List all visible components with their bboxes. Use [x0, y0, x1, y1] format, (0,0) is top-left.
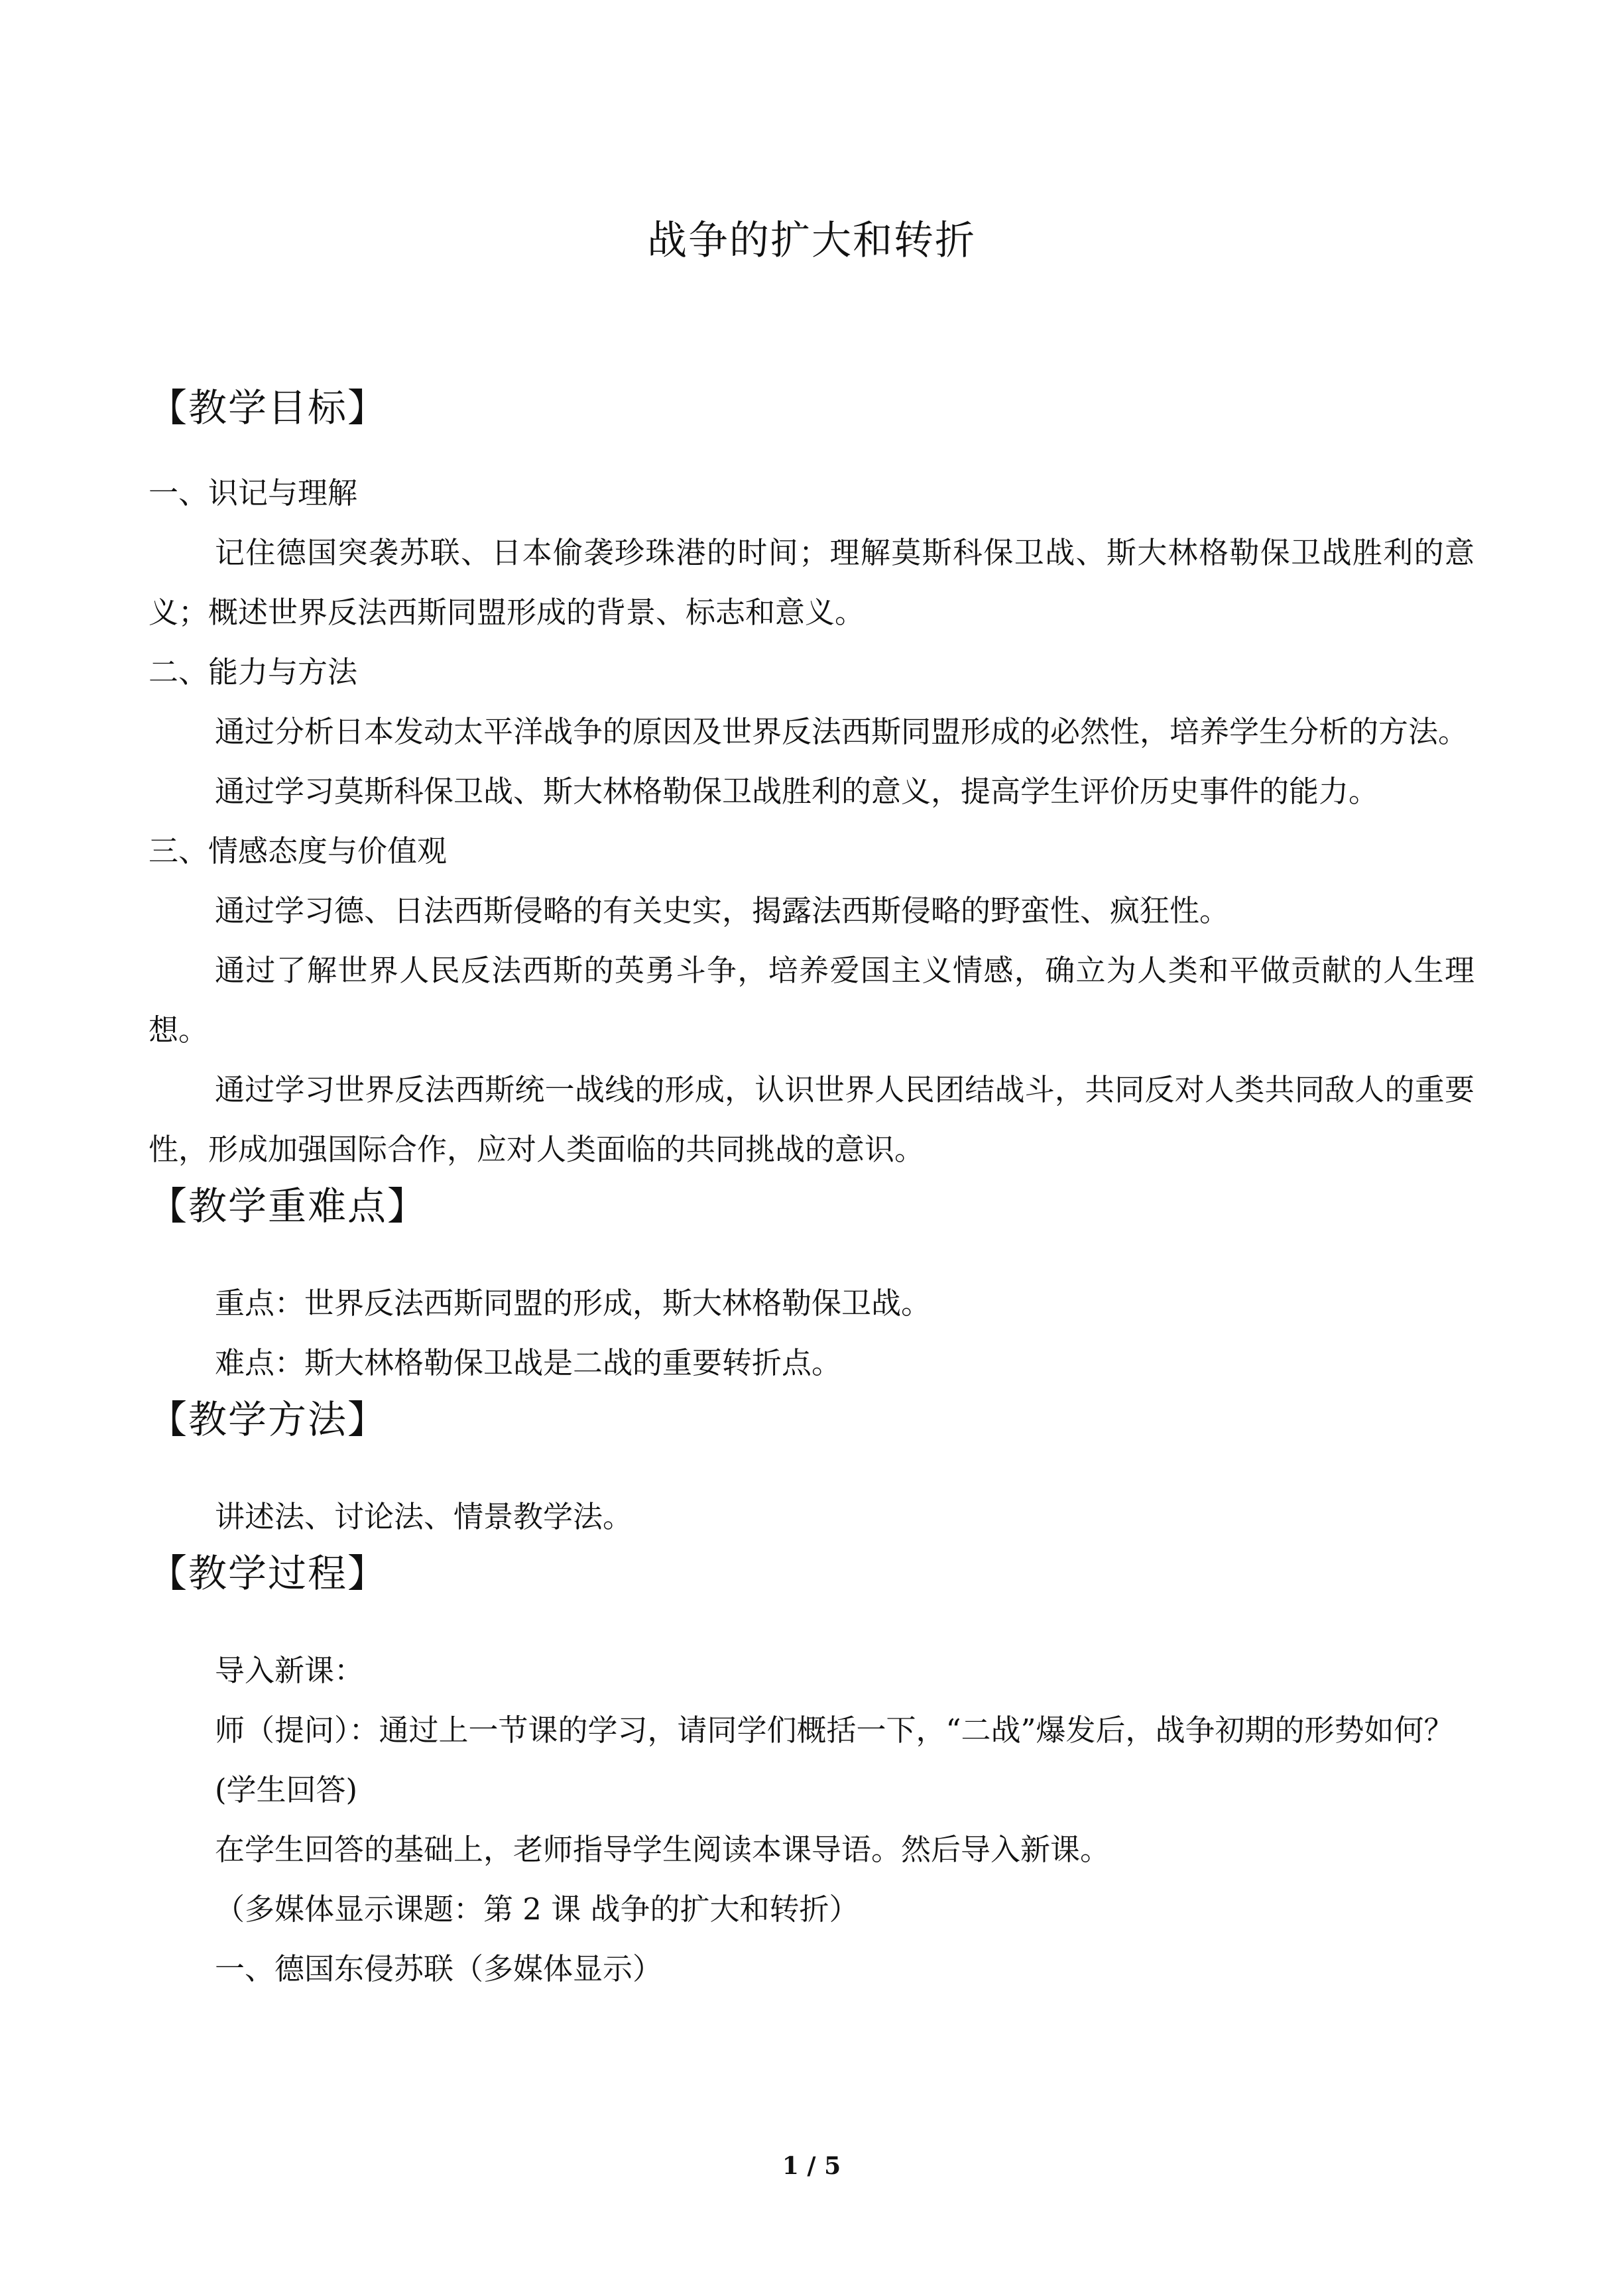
paragraph: 通过学习德、日法西斯侵略的有关史实，揭露法西斯侵略的野蛮性、疯狂性。 — [215, 893, 1230, 928]
paragraph: 导入新课： — [215, 1653, 365, 1688]
subheading-recall: 一、识记与理解 — [149, 475, 358, 511]
paragraph: 重点：世界反法西斯同盟的形成，斯大林格勒保卫战。 — [215, 1286, 932, 1321]
paragraph: 在学生回答的基础上，老师指导学生阅读本课导语。然后导入新课。 — [215, 1832, 1111, 1867]
document-body — [149, 381, 1474, 1999]
section-heading-keypoints: 【教学重难点】 — [149, 1183, 428, 1229]
section-heading-methods: 【教学方法】 — [149, 1397, 388, 1442]
paragraph: 记住德国突袭苏联、日本偷袭珍珠港的时间；理解莫斯科保卫战、斯大林格勒保卫战胜利的意义；概述世界反法西斯同盟形成的背景、标志和意义。 — [149, 535, 1474, 630]
document-title: 战争的扩大和转折 — [647, 217, 976, 264]
section-heading-process: 【教学过程】 — [149, 1551, 388, 1596]
paragraph: 通过了解世界人民反法西斯的英勇斗争，培养爱国主义情感，确立为人类和平做贡献的人生理想。 — [149, 953, 1474, 1048]
page-number: 1 / 5 — [782, 2152, 841, 2180]
paragraph: 一、德国东侵苏联（多媒体显示） — [215, 1951, 663, 1986]
paragraph: 师（提问）：通过上一节课的学习，请同学们概括一下，“二战”爆发后，战争初期的形势如何？ — [215, 1713, 1454, 1748]
paragraph: (学生回答) — [215, 1772, 358, 1807]
paragraph: 难点：斯大林格勒保卫战是二战的重要转折点。 — [215, 1345, 842, 1380]
paragraph: 通过分析日本发动太平洋战争的原因及世界反法西斯同盟形成的必然性，培养学生分析的方法。 — [215, 714, 1469, 749]
paragraph: 通过学习莫斯科保卫战、斯大林格勒保卫战胜利的意义，提高学生评价历史事件的能力。 — [215, 774, 1379, 809]
subheading-ability: 二、能力与方法 — [149, 654, 358, 690]
paragraph: （多媒体显示课题：第 2 课 战争的扩大和转折） — [215, 1892, 859, 1927]
section-heading-goals: 【教学目标】 — [149, 385, 388, 430]
subheading-values: 三、情感态度与价值观 — [149, 833, 448, 869]
paragraph: 讲述法、讨论法、情景教学法。 — [215, 1499, 633, 1534]
paragraph: 通过学习世界反法西斯统一战线的形成，认识世界人民团结战斗，共同反对人类共同敌人的重要性，形成加强国际合作，应对人类面临的共同挑战的意识。 — [149, 1072, 1474, 1167]
